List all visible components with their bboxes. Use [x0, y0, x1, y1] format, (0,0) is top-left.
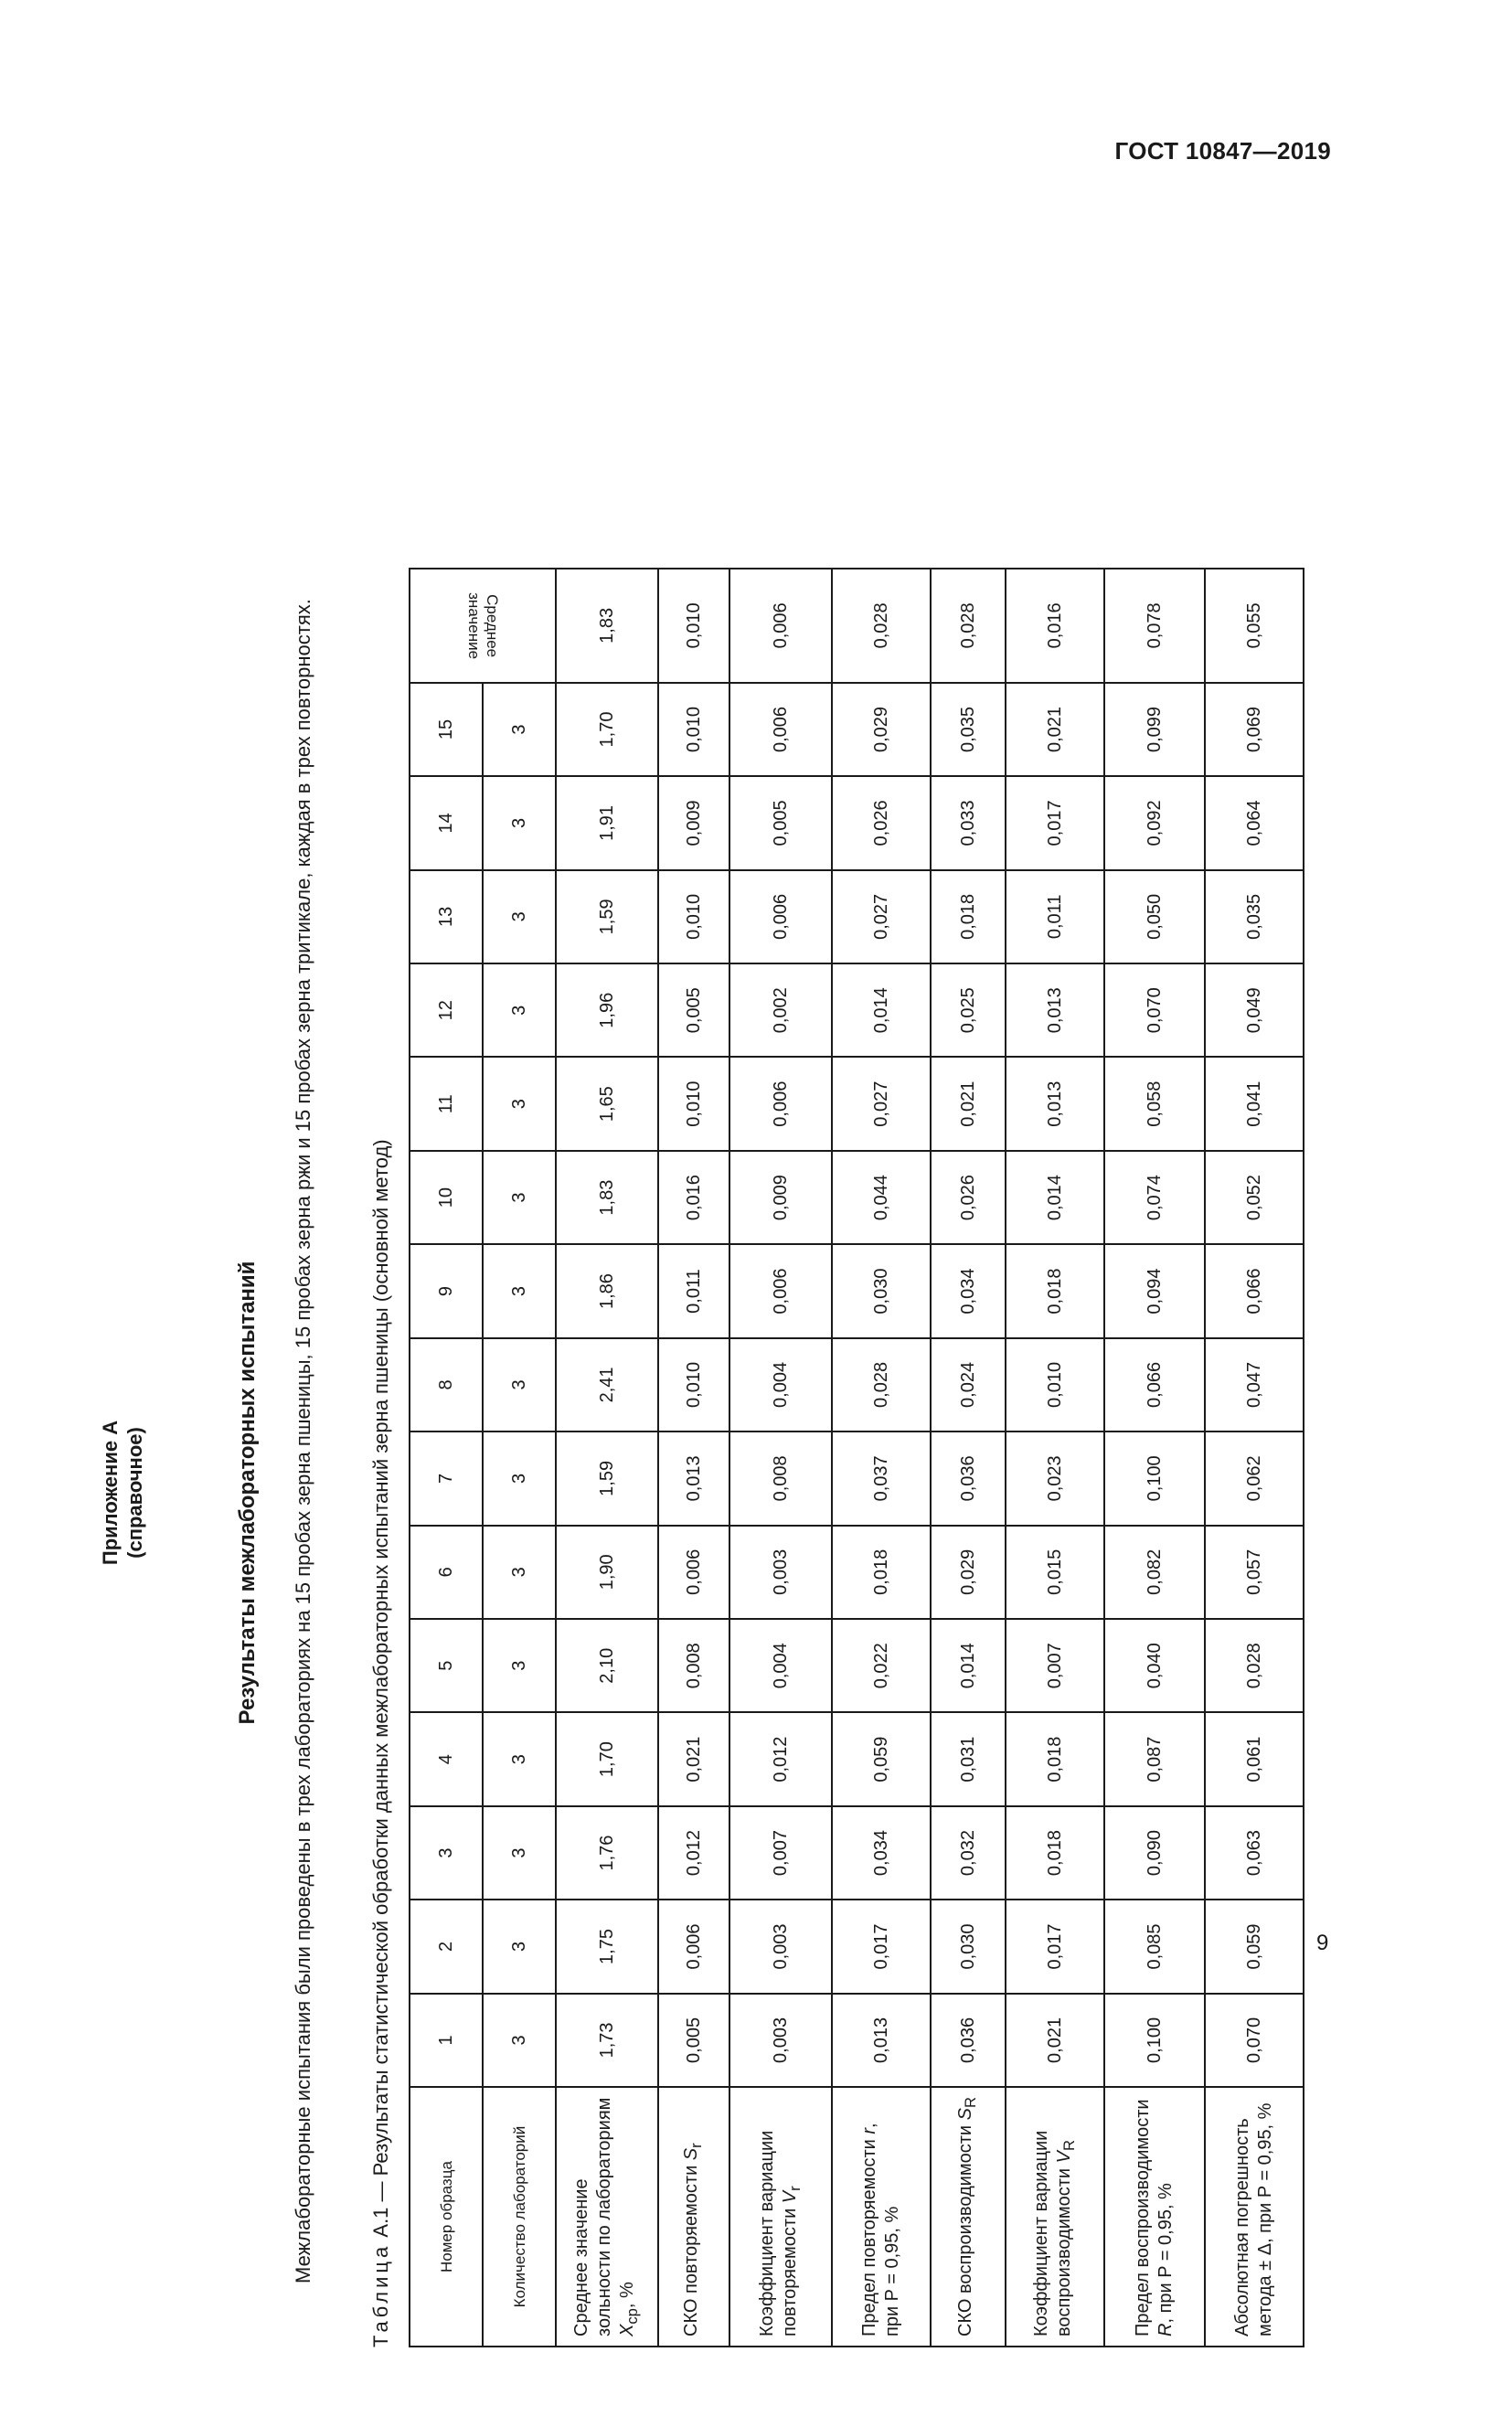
value-cell: 0,006	[729, 1057, 832, 1150]
page-number: 9	[1316, 1931, 1329, 1955]
row-label	[658, 2087, 729, 2347]
average-header-text: Среднее значение	[465, 591, 501, 659]
value-cell: 0,011	[1006, 870, 1104, 963]
value-cell: 0,006	[658, 1526, 729, 1619]
lab-count-cell: 3	[483, 1900, 556, 1993]
value-cell: 0,030	[832, 1244, 931, 1337]
sample-number-cell: 7	[410, 1432, 483, 1525]
row-label-subscript: ср	[623, 2308, 641, 2325]
rotated-page-content	[98, 569, 1275, 2416]
value-cell: 0,014	[931, 1619, 1006, 1712]
appendix-subtitle: (справочное)	[123, 1427, 146, 1559]
row-label-subscript: r	[785, 2186, 804, 2191]
value-cell: 0,013	[1006, 1057, 1104, 1150]
sample-number-cell: 11	[410, 1057, 483, 1150]
value-cell: 0,034	[832, 1806, 931, 1900]
lab-count-cell: 3	[483, 1244, 556, 1337]
value-cell: 0,029	[931, 1526, 1006, 1619]
value-cell: 0,004	[729, 1619, 832, 1712]
value-cell: 0,030	[931, 1900, 1006, 1993]
table-row	[832, 569, 931, 2347]
value-cell: 1,91	[556, 776, 658, 869]
value-cell: 0,014	[832, 963, 931, 1057]
value-cell: 0,021	[1006, 1994, 1104, 2087]
value-cell: 0,022	[832, 1619, 931, 1712]
value-cell: 0,063	[1205, 1806, 1304, 1900]
row-label-subscript: r	[687, 2143, 705, 2148]
value-cell: 0,002	[729, 963, 832, 1057]
table-caption	[369, 565, 393, 2347]
average-cell: 0,010	[658, 569, 729, 683]
row-label-text: Предел повторяемости	[859, 2134, 879, 2336]
lab-count-cell: 3	[483, 1526, 556, 1619]
row-label	[1006, 2087, 1104, 2347]
value-cell: 0,018	[832, 1526, 931, 1619]
value-cell: 0,059	[1205, 1900, 1304, 1993]
row-label-text: СКО воспроизводимости	[955, 2120, 975, 2336]
table-row	[1104, 569, 1205, 2347]
value-cell: 0,010	[1006, 1338, 1104, 1432]
row-label-symbol: V	[1053, 2151, 1074, 2164]
value-cell: 0,006	[729, 870, 832, 963]
value-cell: 0,027	[832, 870, 931, 963]
value-cell: 0,010	[658, 870, 729, 963]
row-label	[1205, 2087, 1304, 2347]
value-cell: 0,018	[1006, 1806, 1104, 1900]
row-label-symbol: S	[681, 2147, 701, 2161]
table-row-sample-numbers	[410, 569, 483, 2347]
value-cell: 0,028	[832, 1338, 931, 1432]
lab-count-cell: 3	[483, 1619, 556, 1712]
lab-count-cell: 3	[483, 963, 556, 1057]
value-cell: 0,012	[729, 1712, 832, 1805]
value-cell: 0,069	[1205, 683, 1304, 776]
value-cell: 0,007	[1006, 1619, 1104, 1712]
value-cell: 1,86	[556, 1244, 658, 1337]
lab-count-cell: 3	[483, 776, 556, 869]
value-cell: 0,070	[1205, 1994, 1304, 2087]
value-cell: 0,008	[729, 1432, 832, 1525]
value-cell: 0,017	[1006, 776, 1104, 869]
row-label-text: СКО повторяемости	[681, 2160, 701, 2336]
value-cell: 1,83	[556, 1151, 658, 1244]
row-label-text: Абсолютная погрешность метода ± Δ, при P = 0,95, %	[1232, 2102, 1275, 2336]
value-cell: 0,037	[832, 1432, 931, 1525]
sample-number-cell: 14	[410, 776, 483, 869]
value-cell: 0,092	[1104, 776, 1205, 869]
value-cell: 0,082	[1104, 1526, 1205, 1619]
value-cell: 0,013	[1006, 963, 1104, 1057]
value-cell: 0,032	[931, 1806, 1006, 1900]
value-cell: 0,035	[1205, 870, 1304, 963]
value-cell: 0,044	[832, 1151, 931, 1244]
sample-number-cell: 15	[410, 683, 483, 776]
sample-number-cell: 6	[410, 1526, 483, 1619]
value-cell: 0,021	[931, 1057, 1006, 1150]
value-cell: 0,058	[1104, 1057, 1205, 1150]
value-cell: 0,066	[1205, 1244, 1304, 1337]
value-cell: 0,040	[1104, 1619, 1205, 1712]
row-label-symbol: R	[1155, 2323, 1176, 2336]
value-cell: 0,003	[729, 1900, 832, 1993]
value-cell: 0,028	[1205, 1619, 1304, 1712]
results-table-body	[410, 569, 1304, 2347]
value-cell: 0,034	[931, 1244, 1006, 1337]
value-cell: 0,074	[1104, 1151, 1205, 1244]
section-heading: Результаты межлабораторных испытаний	[235, 1261, 260, 1725]
lab-count-cell: 3	[483, 1806, 556, 1900]
value-cell: 0,010	[658, 1057, 729, 1150]
value-cell: 2,10	[556, 1619, 658, 1712]
sample-number-cell: 5	[410, 1619, 483, 1712]
standard-number: ГОСТ 10847—2019	[1114, 137, 1331, 165]
row-label-text: Коэффициент вариации воспроизводимости	[1030, 2130, 1074, 2336]
value-cell: 1,96	[556, 963, 658, 1057]
intro-paragraph: Межлабораторные испытания были проведены в трех лабораториях на 15 пробах зерна пшеницы, 15 пробах зерна ржи и 15 пробах зерна тритикале, каждая в трех повторностях.	[292, 599, 314, 2283]
sample-number-cell: 3	[410, 1806, 483, 1900]
value-cell: 0,062	[1205, 1432, 1304, 1525]
value-cell: 0,100	[1104, 1432, 1205, 1525]
row-label-symbol: r	[859, 2127, 879, 2134]
lab-count-cell: 3	[483, 1338, 556, 1432]
value-cell: 0,047	[1205, 1338, 1304, 1432]
sample-number-cell: 8	[410, 1338, 483, 1432]
value-cell: 0,003	[729, 1526, 832, 1619]
value-cell: 0,013	[832, 1994, 931, 2087]
caption-number: А.1	[369, 2207, 392, 2238]
row-label	[931, 2087, 1006, 2347]
value-cell: 0,021	[658, 1712, 729, 1805]
row-label-suffix: , %	[617, 2282, 637, 2309]
row-label-subscript: R	[1059, 2139, 1078, 2152]
value-cell: 0,010	[658, 1338, 729, 1432]
caption-dash: —	[369, 2181, 392, 2202]
value-cell: 0,005	[658, 963, 729, 1057]
value-cell: 0,041	[1205, 1057, 1304, 1150]
value-cell: 0,031	[931, 1712, 1006, 1805]
value-cell: 0,033	[931, 776, 1006, 869]
row-label-suffix: , при P = 0,95, %	[1155, 2183, 1176, 2324]
lab-count-cell: 3	[483, 683, 556, 776]
value-cell: 0,049	[1205, 963, 1304, 1057]
value-cell: 0,009	[658, 776, 729, 869]
value-cell: 0,018	[931, 870, 1006, 963]
average-cell: 0,028	[931, 569, 1006, 683]
value-cell: 0,099	[1104, 683, 1205, 776]
value-cell: 0,036	[931, 1432, 1006, 1525]
value-cell: 0,090	[1104, 1806, 1205, 1900]
average-cell: 0,078	[1104, 569, 1205, 683]
table-row-lab-count	[483, 569, 556, 2347]
value-cell: 0,087	[1104, 1712, 1205, 1805]
value-cell: 0,010	[658, 683, 729, 776]
lab-count-cell: 3	[483, 1057, 556, 1150]
value-cell: 0,050	[1104, 870, 1205, 963]
value-cell: 0,036	[931, 1994, 1006, 2087]
row-label-symbol: X	[617, 2324, 637, 2336]
value-cell: 0,013	[658, 1432, 729, 1525]
value-cell: 1,59	[556, 870, 658, 963]
value-cell: 0,006	[729, 1244, 832, 1337]
value-cell: 0,085	[1104, 1900, 1205, 1993]
value-cell: 0,029	[832, 683, 931, 776]
value-cell: 0,018	[1006, 1244, 1104, 1337]
table-row	[658, 569, 729, 2347]
value-cell: 0,035	[931, 683, 1006, 776]
results-table	[409, 568, 1304, 2347]
row-label-text: Коэффициент вариации повторяемости	[756, 2130, 800, 2336]
value-cell: 0,004	[729, 1338, 832, 1432]
value-cell: 1,75	[556, 1900, 658, 1993]
average-cell: 0,055	[1205, 569, 1304, 683]
value-cell: 0,021	[1006, 683, 1104, 776]
value-cell: 0,014	[1006, 1151, 1104, 1244]
caption-prefix: Таблица	[369, 2242, 392, 2347]
value-cell: 0,007	[729, 1806, 832, 1900]
average-header	[410, 569, 556, 683]
average-cell: 1,83	[556, 569, 658, 683]
average-cell: 0,016	[1006, 569, 1104, 683]
value-cell: 0,015	[1006, 1526, 1104, 1619]
row-label-symbol: V	[779, 2190, 800, 2204]
sample-number-cell: 2	[410, 1900, 483, 1993]
appendix-title: Приложение А	[99, 1420, 122, 1566]
sample-number-header: Номер образца	[410, 2087, 483, 2347]
value-cell: 0,006	[658, 1900, 729, 1993]
row-label	[832, 2087, 931, 2347]
value-cell: 0,003	[729, 1994, 832, 2087]
value-cell: 0,017	[1006, 1900, 1104, 1993]
value-cell: 2,41	[556, 1338, 658, 1432]
value-cell: 0,070	[1104, 963, 1205, 1057]
value-cell: 0,026	[931, 1151, 1006, 1244]
row-label-text: Среднее значение зольности по лабораториям	[571, 2097, 614, 2336]
caption-text: Результаты статистической обработки данных межлабораторных испытаний зерна пшеницы (основной метод)	[369, 1139, 392, 2177]
row-label	[729, 2087, 832, 2347]
value-cell: 1,70	[556, 1712, 658, 1805]
table-row	[1205, 569, 1304, 2347]
table-row	[931, 569, 1006, 2347]
lab-count-cell: 3	[483, 1432, 556, 1525]
value-cell: 0,094	[1104, 1244, 1205, 1337]
table-row	[556, 569, 658, 2347]
value-cell: 0,005	[658, 1994, 729, 2087]
value-cell: 0,018	[1006, 1712, 1104, 1805]
row-label	[1104, 2087, 1205, 2347]
sample-number-cell: 9	[410, 1244, 483, 1337]
sample-number-cell: 4	[410, 1712, 483, 1805]
row-label-suffix: , при P = 0,95, %	[859, 2123, 902, 2336]
value-cell: 0,012	[658, 1806, 729, 1900]
sample-number-cell: 1	[410, 1994, 483, 2087]
lab-count-cell: 3	[483, 1151, 556, 1244]
appendix-label	[98, 569, 147, 2416]
value-cell: 0,017	[832, 1900, 931, 1993]
lab-count-cell: 3	[483, 1712, 556, 1805]
sample-number-cell: 12	[410, 963, 483, 1057]
value-cell: 1,65	[556, 1057, 658, 1150]
average-cell: 0,028	[832, 569, 931, 683]
sample-number-cell: 13	[410, 870, 483, 963]
value-cell: 0,016	[658, 1151, 729, 1244]
value-cell: 0,005	[729, 776, 832, 869]
value-cell: 0,027	[832, 1057, 931, 1150]
value-cell: 1,76	[556, 1806, 658, 1900]
value-cell: 1,59	[556, 1432, 658, 1525]
value-cell: 0,011	[658, 1244, 729, 1337]
lab-count-cell: 3	[483, 870, 556, 963]
value-cell: 0,009	[729, 1151, 832, 1244]
value-cell: 0,059	[832, 1712, 931, 1805]
value-cell: 0,008	[658, 1619, 729, 1712]
value-cell: 1,70	[556, 683, 658, 776]
value-cell: 0,006	[729, 683, 832, 776]
value-cell: 0,061	[1205, 1712, 1304, 1805]
sample-number-cell: 10	[410, 1151, 483, 1244]
value-cell: 0,026	[832, 776, 931, 869]
value-cell: 1,90	[556, 1526, 658, 1619]
value-cell: 0,057	[1205, 1526, 1304, 1619]
lab-count-header: Количество лабораторий	[483, 2087, 556, 2347]
value-cell: 0,100	[1104, 1994, 1205, 2087]
lab-count-cell: 3	[483, 1994, 556, 2087]
value-cell: 0,052	[1205, 1151, 1304, 1244]
value-cell: 0,024	[931, 1338, 1006, 1432]
row-label-text: Предел воспроизводимости	[1133, 2099, 1153, 2336]
row-label	[556, 2087, 658, 2347]
row-label-symbol: S	[955, 2108, 975, 2121]
value-cell: 0,025	[931, 963, 1006, 1057]
value-cell: 0,064	[1205, 776, 1304, 869]
table-row	[729, 569, 832, 2347]
value-cell: 0,023	[1006, 1432, 1104, 1525]
value-cell: 1,73	[556, 1994, 658, 2087]
row-label-subscript: R	[962, 2097, 979, 2109]
value-cell: 0,066	[1104, 1338, 1205, 1432]
table-row	[1006, 569, 1104, 2347]
average-cell: 0,006	[729, 569, 832, 683]
